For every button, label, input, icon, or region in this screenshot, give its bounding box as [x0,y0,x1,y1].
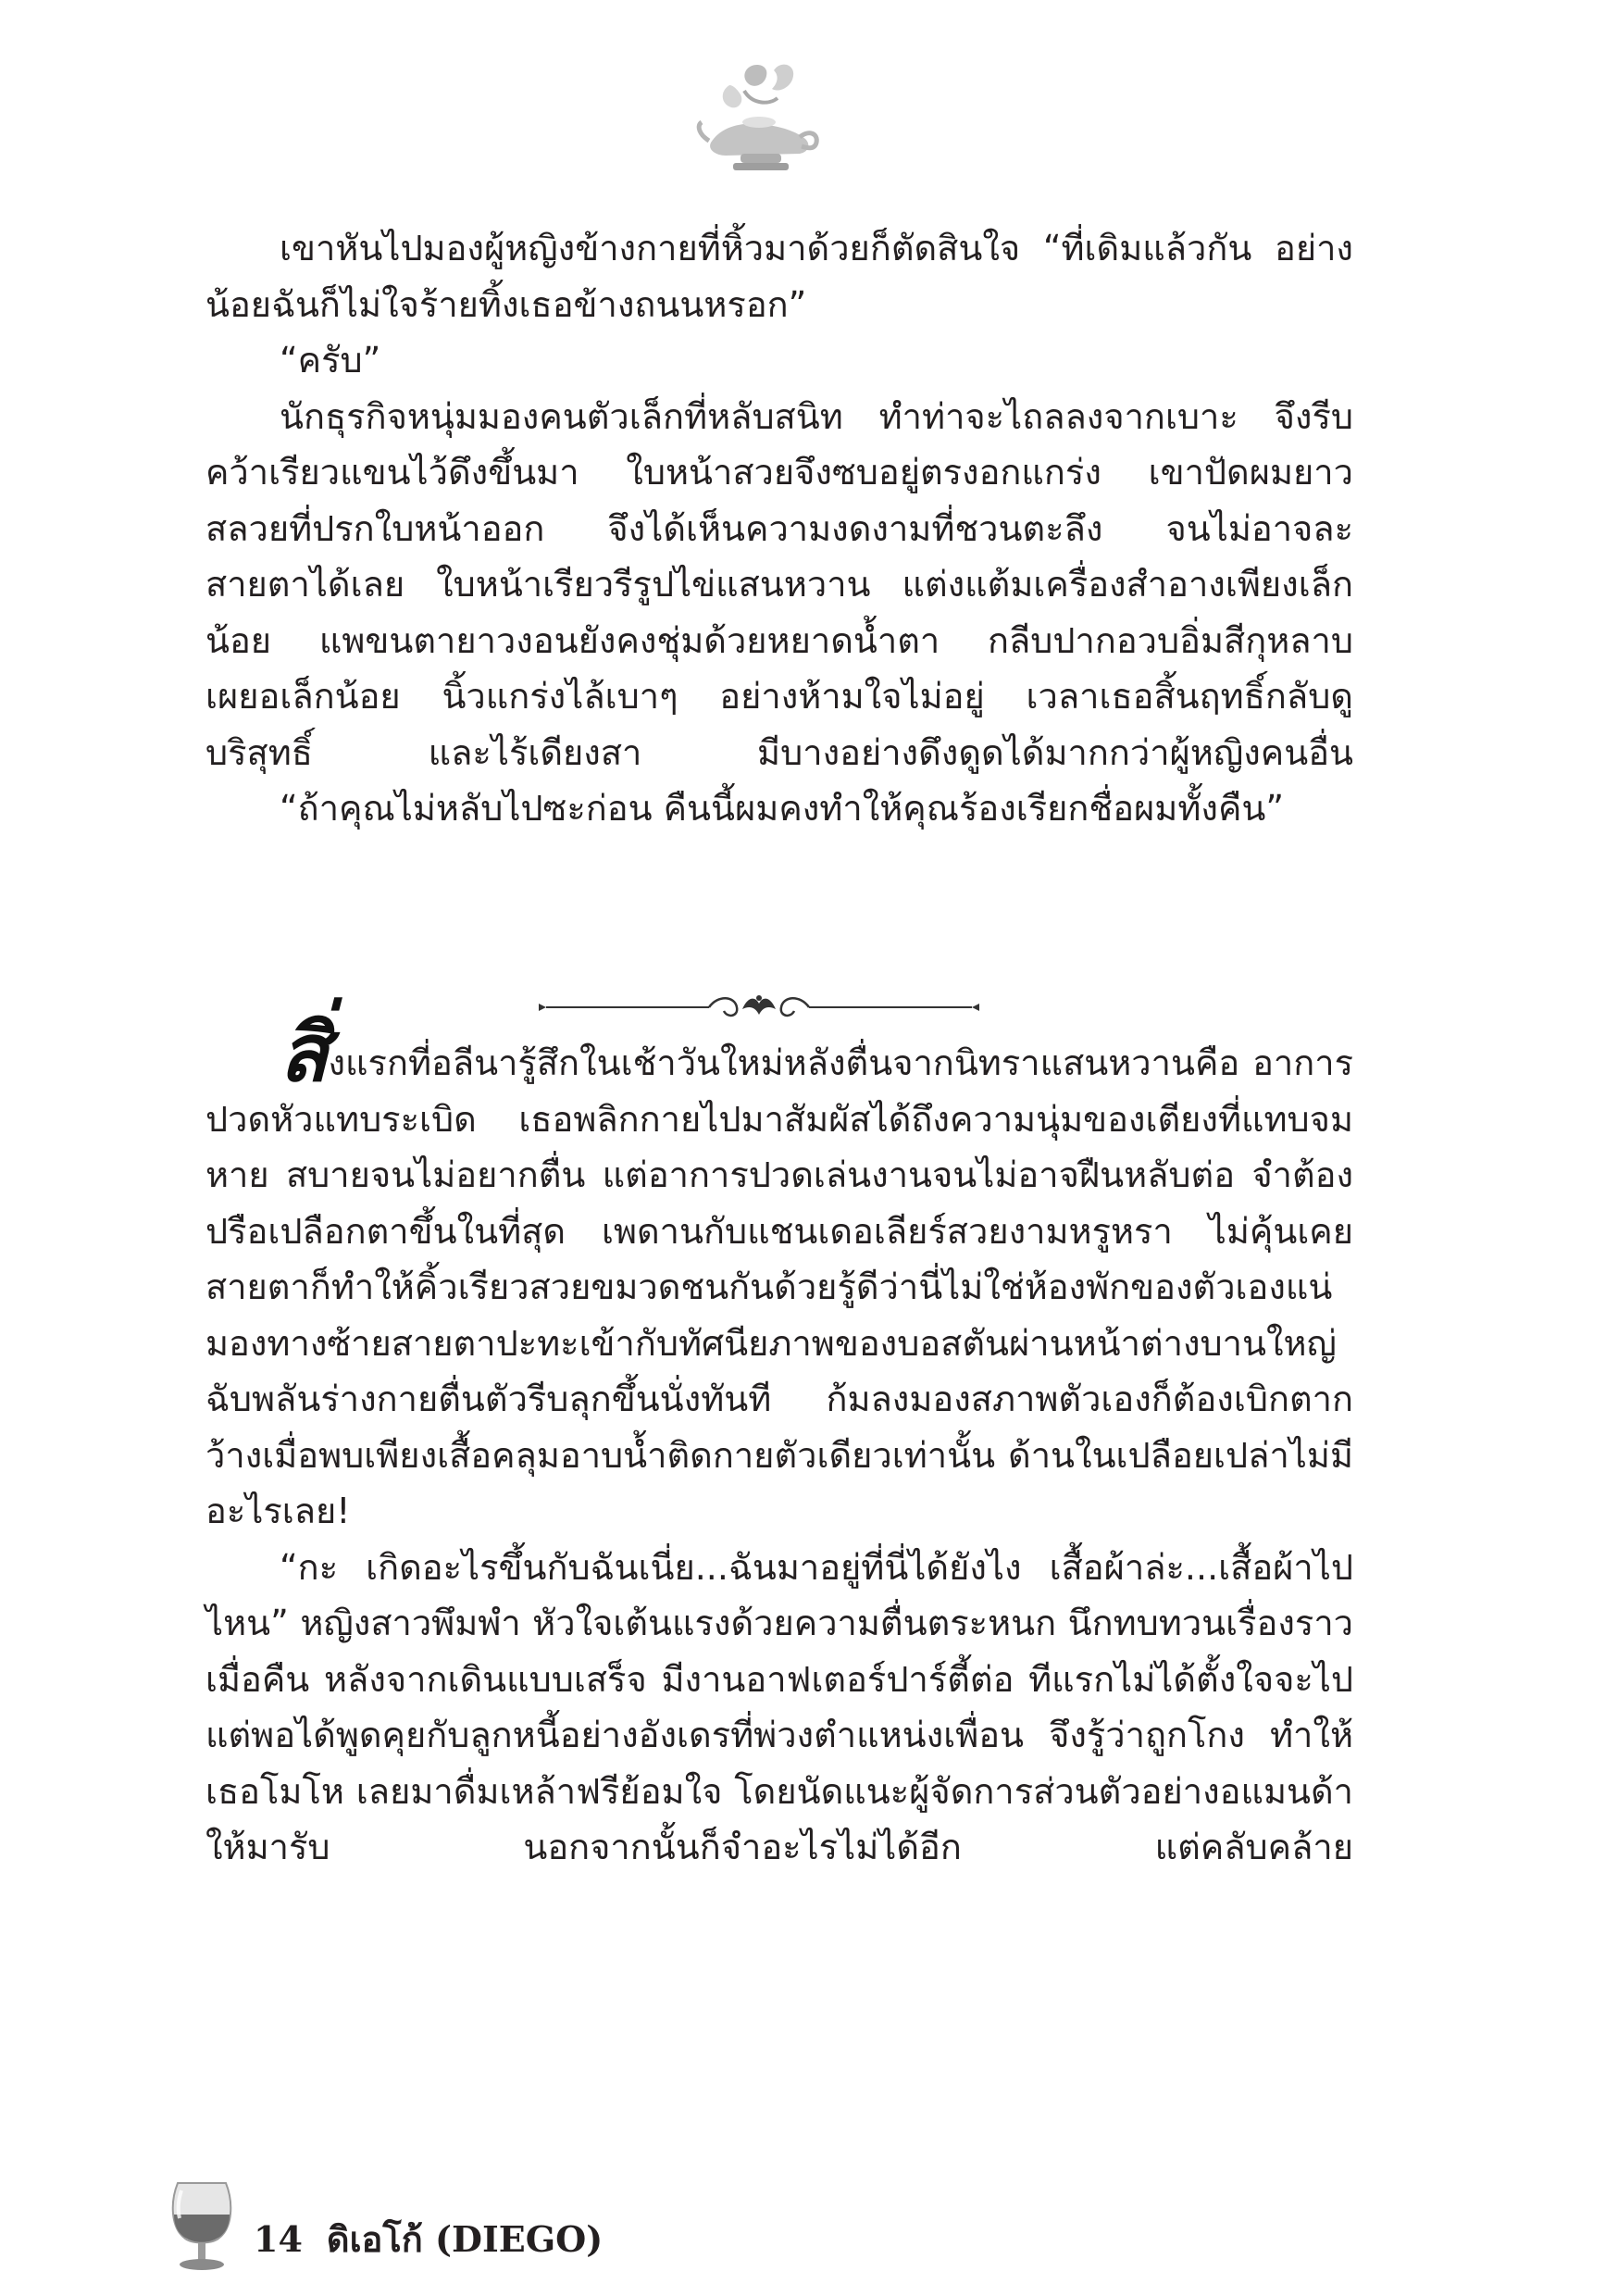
page-number: 14 [254,2218,303,2260]
genie-lamp-cupid-icon [692,57,822,178]
text-section-one [205,220,1353,837]
text-section-two [205,1007,1353,1876]
paragraph: นักธุรกิจหนุ่มมองคนตัวเล็กที่หลับสนิท ทำท่าจะไถลลงจากเบาะ จึงรีบคว้าเรียวแขนไว้ดึงขึ้นมา ใบหน้าสวยจึงซบอยู่ตรงอกแกร่ง เขาปัดผมยาวสลวยที่ปรกใบหน้าออก จึงได้เห็นความงดงามที่ชวนตะลึง จนไม่อาจละสายตาได้เลย ใบหน้าเรียวรีรูปไข่แสนหวาน แต่งแต้มเครื่องสำอางเพียงเล็กน้อย แพขนตายาวงอนยังคงชุ่มด้วยหยาดน้ำตา กลีบปากอวบอิ่มสีกุหลาบเผยอเล็กน้อย นิ้วแกร่งไล้เบาๆ อย่างห้ามใจไม่อยู่ เวลาเธอสิ้นฤทธิ์กลับดูบริสุทธิ์ และไร้เดียงสา มีบางอย่างดึงดูดได้มากกว่าผู้หญิงคนอื่น [205,395,1353,773]
paragraph: เขาหันไปมองผู้หญิงข้างกายที่หิ้วมาด้วยก็ตัดสินใจ “ที่เดิมแล้วกัน อย่างน้อยฉันก็ไม่ใจร้ายทิ้งเธอข้างถนนหรอก” [205,228,1353,325]
floral-flourish-divider-icon [537,989,981,1026]
page-footer [165,2174,813,2276]
paragraph [205,1007,1353,1540]
paragraph-text: งแรกที่อลีนารู้สึกในเช้าวันใหม่หลังตื่นจากนิทราแสนหวานคือ อาการปวดหัวแทบระเบิด เธอพลิกกายไปมาสัมผัสได้ถึงความนุ่มของเตียงที่แทบจมหาย สบายจนไม่อยากตื่น แต่อาการปวดเล่นงานจนไม่อาจฝืนหลับต่อ จำต้องปรือเปลือกตาขึ้นในที่สุด เพดานกับแชนเดอเลียร์สวยงามหรูหรา ไม่คุ้นเคยสายตาก็ทำให้คิ้วเรียวสวยขมวดชนกันด้วยรู้ดีว่านี่ไม่ใช่ห้องพักของตัวเองแน่ มองทางซ้ายสายตาปะทะเข้ากับทัศนียภาพของบอสตันผ่านหน้าต่างบานใหญ่ ฉับพลันร่างกายตื่นตัวรีบลุกขึ้นนั่งทันที ก้มลงมองสภาพตัวเองก็ต้องเบิกตากว้างเมื่อพบเพียงเสื้อคลุมอาบน้ำติดกายตัวเดียวเท่านั้น ด้านในเปลือยเปล่าไม่มีอะไรเลย! [205,1042,1353,1531]
drop-cap: สิ่ [280,1007,329,1100]
paragraph: “กะ เกิดอะไรขึ้นกับฉันเนี่ย...ฉันมาอยู่ที่นี่ได้ยังไง เสื้อผ้าล่ะ...เสื้อผ้าไปไหน” หญิงสาวพึมพำ หัวใจเต้นแรงด้วยความตื่นตระหนก นึกทบทวนเรื่องราวเมื่อคืน หลังจากเดินแบบเสร็จ มีงานอาฟเตอร์ปาร์ตี้ต่อ ทีแรกไม่ได้ตั้งใจจะไป แต่พอได้พูดคุยกับลูกหนี้อย่างอังเดรที่พ่วงตำแหน่งเพื่อน จึงรู้ว่าถูกโกง ทำให้เธอโมโห เลยมาดื่มเหล้าฟรีย้อมใจ โดยนัดแนะผู้จัดการส่วนตัวอย่างอแมนด้าให้มารับ นอกจากนั้นก็จำอะไรไม่ได้อีก แต่คลับคล้าย [205,1546,1353,1867]
brandy-glass-icon [165,2174,239,2276]
book-title: ดิเอโก้ (DIEGO) [326,2218,604,2260]
paragraph: “ครับ” [280,340,381,381]
footer-label [254,2211,603,2267]
paragraph: “ถ้าคุณไม่หลับไปซะก่อน คืนนี้ผมคงทำให้คุณร้องเรียกชื่อผมทั้งคืน” [280,788,1285,829]
